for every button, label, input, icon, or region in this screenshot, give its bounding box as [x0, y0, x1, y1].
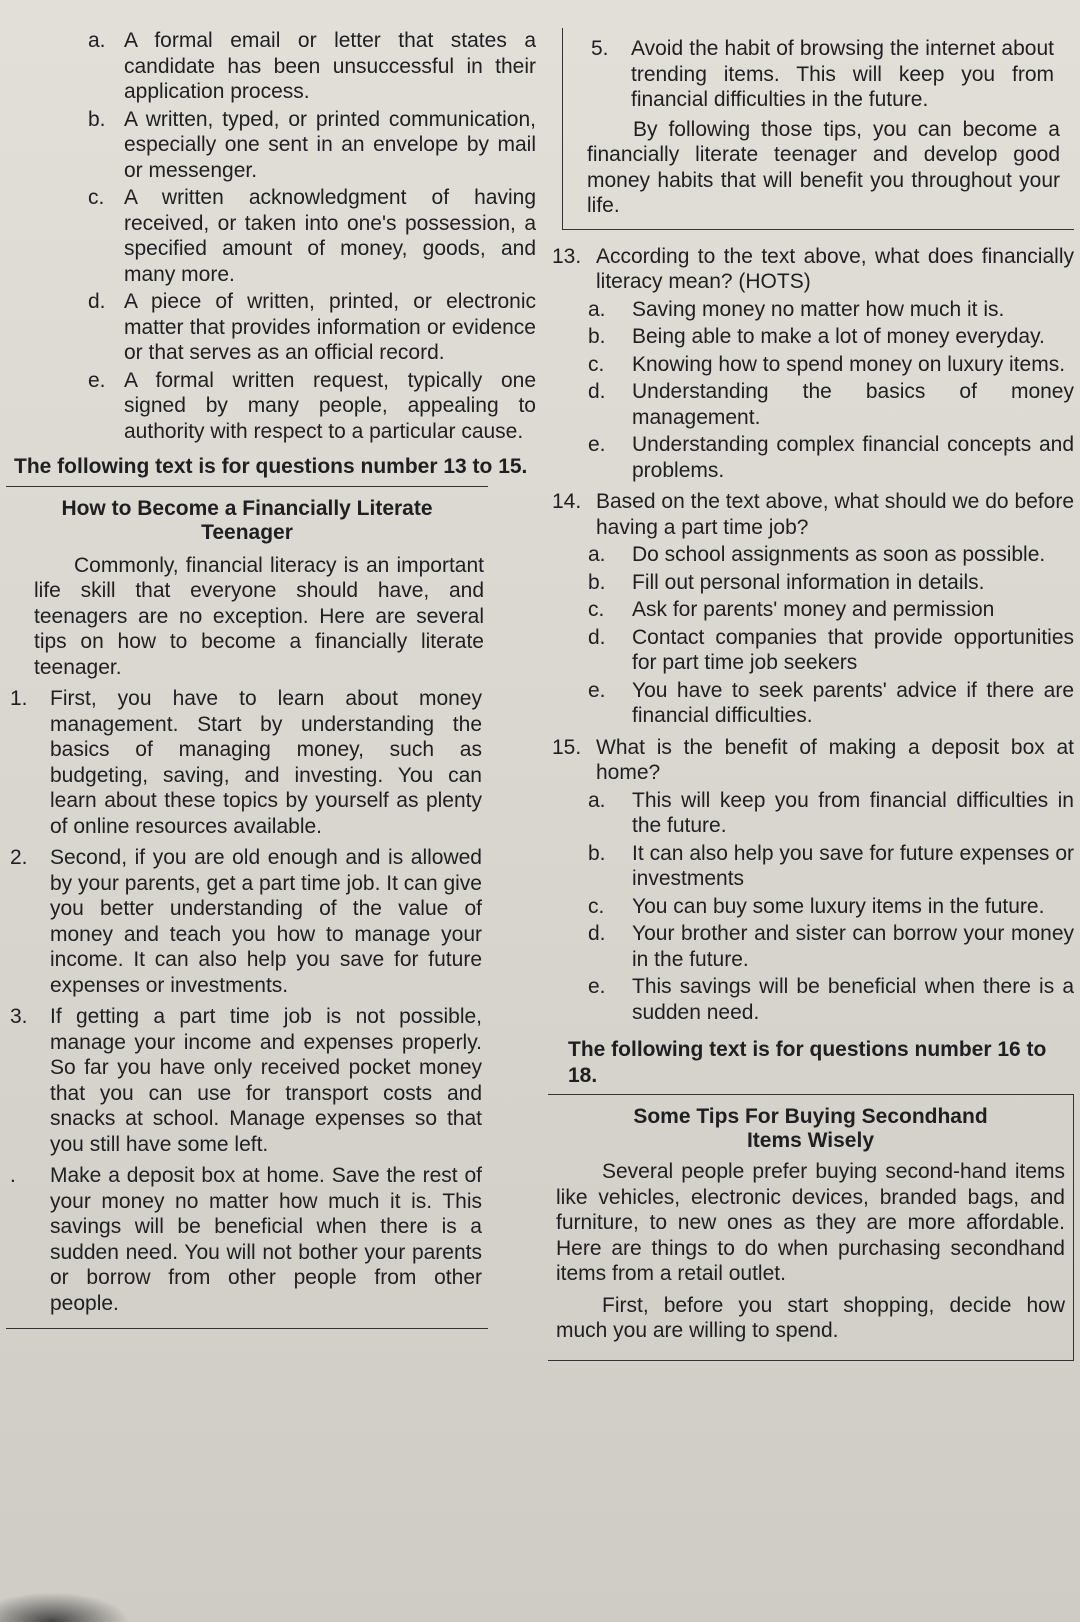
- option-label: e.: [588, 975, 606, 998]
- option-text: A formal email or letter that states a candidate has been unsuccessful in their application process.: [124, 29, 536, 103]
- left-column: [6, 28, 536, 1329]
- list-item: [552, 788, 1074, 839]
- tip-item: [6, 845, 488, 998]
- option-label: e.: [588, 678, 606, 702]
- option-label: d.: [588, 625, 606, 649]
- list-item: [552, 324, 1074, 350]
- tip-number: 1.: [10, 687, 28, 710]
- option-label: a.: [588, 543, 606, 566]
- list-item: [6, 185, 536, 287]
- tip-item: [587, 36, 1060, 113]
- list-item: [552, 841, 1074, 892]
- article-paragraph: Several people prefer buying second-hand items like vehicles, electronic devices, branded bags, and furniture, to new ones as they are more affordable. Here are things to do when purchasing secondhand items from a retail outlet.: [556, 1160, 1065, 1285]
- list-item: [552, 379, 1074, 430]
- tip-text: First, you have to learn about money management. Start by understanding the basics of managing money, such as budgeting, saving, and investing. You can learn about these topics by yourself as plenty of online resources available.: [50, 687, 482, 838]
- reading-intro: The following text is for questions number 16 to 18.: [568, 1038, 1047, 1087]
- question-stem: [552, 489, 1074, 540]
- tip-item: [6, 1163, 488, 1316]
- list-item: [6, 289, 536, 366]
- article-title-line: Some Tips For Buying Secondhand: [633, 1105, 988, 1128]
- tip-number: 5.: [591, 37, 609, 60]
- option-label: a.: [588, 788, 606, 812]
- question-stem: [552, 244, 1074, 295]
- option-label: c.: [588, 352, 605, 376]
- closing-paragraph: By following those tips, you can become a financially literate teenager and develop good money habits that will benefit you throughout your life.: [587, 117, 1060, 217]
- question-text: What is the benefit of making a deposit box at home?: [596, 735, 1074, 784]
- option-text: Ask for parents' money and permission: [632, 598, 995, 621]
- list-item: [552, 974, 1074, 1025]
- list-item: [552, 597, 1074, 623]
- option-text: This savings will be beneficial when there is a sudden need.: [632, 975, 1074, 1024]
- option-label: d.: [588, 922, 606, 945]
- reading-intro: The following text is for questions number 13 to 15.: [14, 455, 528, 478]
- question-number: 15.: [552, 735, 582, 759]
- option-text: This will keep you from financial difficulties in the future.: [632, 788, 1074, 837]
- article-title-line: Teenager: [201, 520, 293, 544]
- tip-text: Make a deposit box at home. Save the rest of your money no matter how much it is. This savings will be beneficial when there is a sudden need. You will not bother your parents or borrow from other people from other people.: [50, 1164, 482, 1315]
- tip-item: [6, 1004, 488, 1157]
- option-text: A written, typed, or printed communication, especially one sent in an envelope by mail or messenger.: [124, 107, 536, 182]
- option-text: Fill out personal information in details.: [632, 570, 985, 594]
- list-item: [552, 570, 1074, 596]
- option-label: b.: [588, 570, 606, 594]
- tip-text: If getting a part time job is not possible, manage your income and expenses properly. So far you have only received pocket money that you can use for transport costs and snacks at school. Manage expenses so that you still have some left.: [50, 1005, 482, 1156]
- option-label: b.: [588, 325, 606, 348]
- option-text: Being able to make a lot of money everyday.: [632, 325, 1045, 348]
- tip-number: 3.: [10, 1005, 28, 1028]
- tip-text: Second, if you are old enough and is allowed by your parents, get a part time job. It can give you better understanding of the value of money and teach you how to manage your income. It can also help you save for future expenses or investments.: [50, 846, 482, 997]
- question-13: [552, 244, 1074, 484]
- option-label: e.: [588, 433, 606, 456]
- list-item: [6, 107, 536, 184]
- option-text: Understanding the basics of money management.: [632, 380, 1074, 429]
- option-text: A formal written request, typically one signed by many people, appealing to authority with respect to a particular cause.: [124, 368, 536, 443]
- option-label: d.: [88, 290, 106, 313]
- tip-item: [6, 686, 488, 839]
- option-label: c.: [588, 894, 605, 918]
- list-item: [552, 542, 1074, 568]
- list-item: [552, 894, 1074, 920]
- article-title: [6, 497, 488, 545]
- option-text: You have to seek parents' advice if there are financial difficulties.: [632, 678, 1074, 727]
- question-14: [552, 489, 1074, 729]
- list-item: [552, 625, 1074, 676]
- option-text: Saving money no matter how much it is.: [632, 297, 1005, 321]
- option-text: It can also help you save for future expenses or investments: [632, 841, 1074, 890]
- list-item: [552, 921, 1074, 972]
- option-label: b.: [88, 107, 106, 131]
- tip-number: .: [10, 1164, 16, 1187]
- option-label: b.: [588, 841, 606, 865]
- question-number: 13.: [552, 244, 582, 268]
- list-item: [6, 28, 536, 105]
- option-text: You can buy some luxury items in the future.: [632, 894, 1045, 918]
- option-label: e.: [88, 368, 106, 392]
- option-text: Your brother and sister can borrow your money in the future.: [632, 922, 1074, 971]
- article-paragraph: Commonly, financial literacy is an important life skill that everyone should have, and teenagers are no exception. Here are several tips on how to become a financially literate teenager.: [34, 553, 484, 679]
- option-label: c.: [588, 598, 605, 621]
- list-item: [552, 352, 1074, 378]
- option-label: d.: [588, 380, 606, 403]
- article-box: [6, 486, 488, 1330]
- option-text: Understanding complex financial concepts and problems.: [632, 433, 1074, 482]
- option-text: Contact companies that provide opportunities for part time job seekers: [632, 625, 1074, 674]
- list-item: [6, 368, 536, 445]
- article-continuation-box: [562, 28, 1074, 230]
- finger-shadow: [0, 1592, 130, 1622]
- tip-text: Avoid the habit of browsing the internet about trending items. This will keep you from financial difficulties in the future.: [631, 37, 1054, 111]
- question-text: According to the text above, what does financially literacy mean? (HOTS): [596, 244, 1074, 293]
- option-text: Do school assignments as soon as possible.: [632, 543, 1046, 566]
- option-label: a.: [588, 297, 606, 321]
- article-title-line: How to Become a Financially Literate: [61, 496, 433, 520]
- article-title-line: Items Wisely: [746, 1129, 875, 1152]
- option-text: A piece of written, printed, or electronic matter that provides information or evidence or that serves as an official record.: [124, 290, 536, 364]
- right-column: [552, 28, 1074, 1361]
- list-item: [552, 678, 1074, 729]
- article-title: [556, 1105, 1065, 1153]
- tip-number: 2.: [10, 846, 28, 869]
- option-text: A written acknowledgment of having received, or taken into one's possession, a specified amount of money, goods, and many more.: [124, 186, 536, 286]
- option-text: Knowing how to spend money on luxury items.: [632, 352, 1066, 376]
- question-number: 14.: [552, 490, 582, 513]
- question-text: Based on the text above, what should we do before having a part time job?: [596, 490, 1074, 539]
- article-box: [548, 1094, 1074, 1361]
- list-item: [552, 297, 1074, 323]
- option-label: a.: [88, 29, 106, 52]
- answer-options-list: [6, 28, 536, 444]
- list-item: [552, 432, 1074, 483]
- article-paragraph: First, before you start shopping, decide how much you are willing to spend.: [556, 1293, 1065, 1342]
- question-15: [552, 735, 1074, 1026]
- option-label: c.: [88, 186, 105, 209]
- question-stem: [552, 735, 1074, 786]
